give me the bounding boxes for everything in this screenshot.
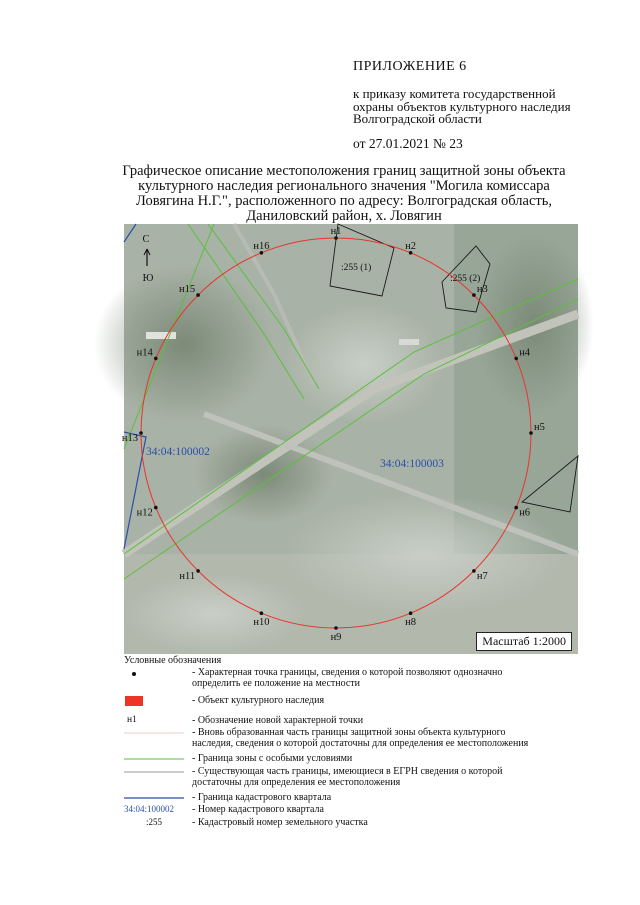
boundary-point-9: [334, 626, 338, 630]
parcel-label: :255 (2): [450, 274, 481, 284]
legend-text: определить ее положение на местности: [192, 678, 361, 689]
boundary-point-6: [514, 506, 518, 510]
point-symbol: [124, 667, 188, 679]
title-line-1: Графическое описание местоположения границ защитной зоны объекта: [122, 163, 566, 179]
boundary-point-label: н3: [476, 284, 488, 296]
heritage-object-symbol: [124, 695, 188, 707]
legend-text: - Вновь образованная часть границы защитной зоны объекта культурного: [192, 727, 506, 738]
boundary-point-12: [154, 506, 158, 510]
legend-text: - Номер кадастрового квартала: [192, 804, 324, 815]
cadastral-boundary-symbol: [124, 792, 188, 804]
special-zone-symbol: [124, 753, 188, 765]
boundary-point-label: н15: [178, 284, 196, 296]
parcel-number-symbol: :255: [146, 817, 163, 827]
cadastral-quarter-label: 34:04:100003: [380, 458, 444, 470]
new-boundary-symbol: [124, 727, 188, 739]
legend-text: - Кадастровый номер земельного участка: [192, 817, 368, 828]
boundary-point-label: н4: [519, 347, 531, 359]
appendix-title: ПРИЛОЖЕНИЕ 6: [353, 59, 467, 74]
boundary-point-label: н10: [253, 617, 270, 629]
boundary-point-5: [529, 431, 533, 435]
existing-boundary-symbol: [124, 766, 188, 778]
document-title: [112, 164, 576, 224]
compass-south: Ю: [142, 273, 154, 284]
boundary-point-label: н11: [179, 570, 196, 582]
legend-title: Условные обозначения: [124, 655, 222, 666]
title-line-3: Ловягина Н.Г.", расположенного по адресу: Волгоградская область,: [136, 193, 552, 209]
legend-text: - Объект культурного наследия: [192, 695, 325, 706]
order-line-3: Волгоградской области: [353, 111, 482, 126]
order-date: от 27.01.2021 № 23: [353, 136, 463, 151]
order-line-2: охраны объектов культурного наследия: [353, 99, 571, 114]
title-line-4: Даниловский район, х. Ловягин: [246, 208, 442, 224]
legend-text: - Обозначение новой характерной точки: [192, 715, 364, 726]
boundary-point-label: н14: [136, 347, 153, 359]
boundary-point-3: [472, 293, 476, 297]
boundary-point-label: н12: [136, 507, 153, 519]
map-scale: Масштаб 1:2000: [476, 632, 572, 651]
boundary-point-7: [472, 569, 476, 573]
boundary-point-label: н8: [405, 617, 417, 629]
cadastral-number-symbol: 34:04:100002: [124, 804, 175, 814]
parcel-label: :255 (1): [341, 263, 372, 273]
boundary-point-label: н13: [121, 433, 138, 444]
point-label-symbol: н1: [127, 715, 137, 725]
legend-text: - Существующая часть границы, имеющиеся в ЕГРН сведения о которой: [192, 766, 503, 777]
boundary-point-11: [196, 569, 200, 573]
building: [399, 339, 419, 345]
boundary-point-13: [139, 431, 143, 435]
legend-text: - Граница зоны с особыми условиями: [192, 753, 353, 764]
boundary-point-label: н2: [405, 240, 417, 252]
order-line-1: к приказу комитета государственной: [353, 86, 556, 101]
legend-text: - Граница кадастрового квартала: [192, 792, 332, 803]
boundary-point-label: н16: [253, 240, 270, 252]
boundary-point-label: н1: [330, 226, 342, 237]
cadastral-quarter-label: 34:04:100002: [146, 446, 210, 458]
building: [146, 332, 176, 339]
boundary-point-10: [260, 611, 264, 615]
boundary-point-label: н7: [476, 570, 488, 582]
boundary-point-4: [514, 357, 518, 361]
map-canvas: [121, 224, 578, 654]
boundary-point-label: н5: [534, 422, 545, 433]
boundary-point-label: н9: [330, 632, 342, 643]
compass-north: С: [142, 234, 150, 245]
title-line-2: культурного наследия регионального значения "Могила комиссара: [138, 178, 550, 194]
boundary-point-label: н6: [519, 507, 531, 519]
legend-text: наследия, сведения о которой достаточны для определения ее местоположения: [192, 738, 529, 749]
legend-text: - Характерная точка границы, сведения о которой позволяют однозначно: [192, 667, 503, 678]
map-panel: [121, 224, 578, 654]
legend-text: достаточны для определения ее местоположения: [192, 777, 401, 788]
boundary-point-14: [154, 357, 158, 361]
boundary-point-15: [196, 293, 200, 297]
boundary-point-8: [409, 611, 413, 615]
